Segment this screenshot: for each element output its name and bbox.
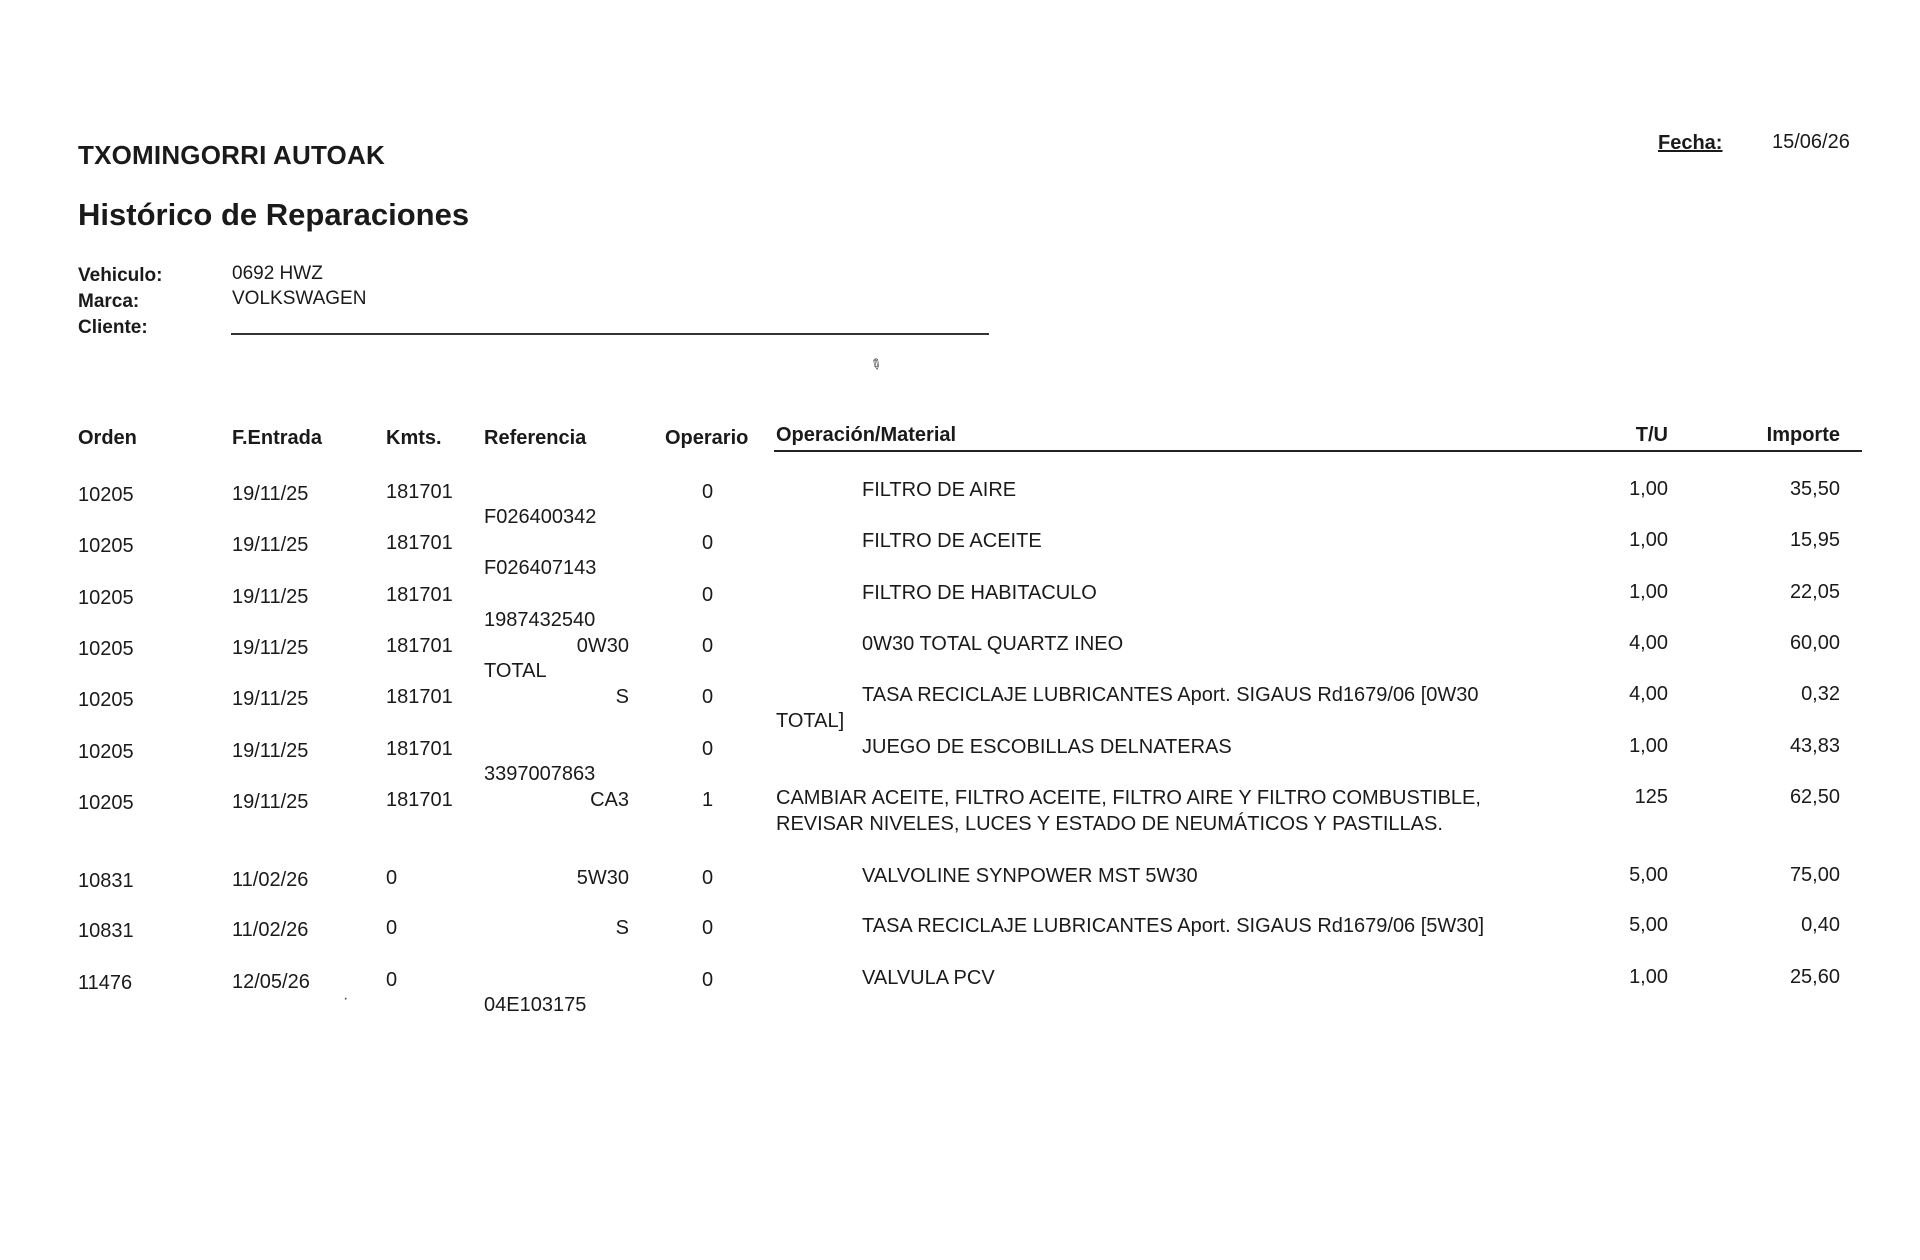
cell-orden: 10205 xyxy=(78,741,134,763)
cell-kmts: 0 xyxy=(386,867,398,889)
col-operacion: Operación/Material xyxy=(776,424,957,446)
cell-tu: 1,00 xyxy=(1629,735,1668,757)
col-tu: T/U xyxy=(1635,424,1668,446)
cell-importe: 43,83 xyxy=(1789,735,1840,757)
cell-fentrada: 12/05/26 xyxy=(232,971,310,993)
cell-tu: 5,00 xyxy=(1629,864,1668,886)
cell-op-1: VALVOLINE SYNPOWER MST 5W30 xyxy=(862,865,1198,887)
cell-op-1: 0W30 TOTAL QUARTZ INEO xyxy=(862,633,1124,655)
cell-importe: 35,50 xyxy=(1789,478,1840,500)
cell-importe: 15,95 xyxy=(1789,529,1840,551)
cell-fentrada: 19/11/25 xyxy=(232,637,309,659)
cell-orden: 10205 xyxy=(78,792,134,814)
cell-orden: 10831 xyxy=(78,870,134,892)
cell-ref-2: TOTAL xyxy=(484,660,547,682)
cell-ref-2: F026400342 xyxy=(484,506,597,528)
col-operario: Operario xyxy=(665,427,749,449)
cell-operario: 0 xyxy=(701,686,714,708)
page-title: Histórico de Reparaciones xyxy=(78,197,470,232)
cell-op-1: FILTRO DE AIRE xyxy=(862,479,1017,501)
date-value: 15/06/26 xyxy=(1772,131,1850,153)
cell-kmts: 181701 xyxy=(386,635,453,657)
cell-importe: 22,05 xyxy=(1789,581,1840,603)
cell-op-1: FILTRO DE HABITACULO xyxy=(862,582,1097,604)
cell-op-1: TASA RECICLAJE LUBRICANTES Aport. SIGAUS Rd1679/06 [0W30 xyxy=(862,684,1479,706)
cell-importe: 75,00 xyxy=(1789,864,1840,886)
cell-importe: 62,50 xyxy=(1789,786,1840,808)
cell-ref-1: CA3 xyxy=(590,789,629,811)
col-importe: Importe xyxy=(1766,424,1840,446)
cell-operario: 0 xyxy=(701,532,714,554)
col-fentrada: F.Entrada xyxy=(232,427,323,449)
vehicle-label: Vehiculo: xyxy=(78,265,163,286)
cell-kmts: 0 xyxy=(386,917,398,939)
cell-operario: 0 xyxy=(701,635,714,657)
cell-op-2: REVISAR NIVELES, LUCES Y ESTADO DE NEUMÁTICOS Y PASTILLAS. xyxy=(776,813,1443,835)
cell-tu: 4,00 xyxy=(1629,632,1668,654)
cell-op-2: TOTAL] xyxy=(776,710,845,732)
cell-kmts: 181701 xyxy=(386,789,453,811)
client-underline xyxy=(231,333,989,335)
cell-importe: 0,32 xyxy=(1801,683,1840,705)
date-label: Fecha: xyxy=(1658,132,1723,154)
cell-tu: 5,00 xyxy=(1629,914,1668,936)
cell-orden: 11476 xyxy=(78,972,133,994)
cell-kmts: 181701 xyxy=(386,532,453,554)
cell-operario: 0 xyxy=(701,584,714,606)
cell-kmts: 181701 xyxy=(386,686,453,708)
cell-operario: 0 xyxy=(701,917,714,939)
cell-fentrada: 11/02/26 xyxy=(232,869,309,891)
cell-fentrada: 19/11/25 xyxy=(232,791,309,813)
cell-kmts: 181701 xyxy=(386,584,453,606)
cell-ref-1: S xyxy=(615,686,629,708)
cell-ref-1: S xyxy=(615,917,629,939)
cell-operario: 1 xyxy=(701,789,714,811)
brand-label: Marca: xyxy=(78,291,140,312)
cell-orden: 10831 xyxy=(78,920,134,942)
col-kmts: Kmts. xyxy=(386,427,442,449)
cell-kmts: 0 xyxy=(386,969,398,991)
brand-value: VOLKSWAGEN xyxy=(232,288,367,309)
cell-orden: 10205 xyxy=(78,535,134,557)
company-name: TXOMINGORRI AUTOAK xyxy=(78,140,385,170)
cell-operario: 0 xyxy=(701,969,714,991)
cell-ref-2: 04E103175 xyxy=(484,994,587,1016)
client-label: Cliente: xyxy=(78,317,148,338)
cell-tu: 125 xyxy=(1634,786,1668,808)
cell-op-1: TASA RECICLAJE LUBRICANTES Aport. SIGAUS Rd1679/06 [5W30] xyxy=(862,915,1485,937)
cell-ref-2: F026407143 xyxy=(484,557,597,579)
cell-ref-2: 1987432540 xyxy=(484,609,596,631)
cell-importe: 60,00 xyxy=(1789,632,1840,654)
cell-fentrada: 19/11/25 xyxy=(232,586,309,608)
cell-op-1: CAMBIAR ACEITE, FILTRO ACEITE, FILTRO AIRE Y FILTRO COMBUSTIBLE, xyxy=(776,787,1481,809)
cell-fentrada: 19/11/25 xyxy=(232,740,309,762)
cell-tu: 1,00 xyxy=(1629,529,1668,551)
cell-kmts: 181701 xyxy=(386,481,453,503)
cell-importe: 25,60 xyxy=(1789,966,1840,988)
cell-fentrada: 19/11/25 xyxy=(232,534,309,556)
cell-operario: 0 xyxy=(701,481,714,503)
cell-kmts: 181701 xyxy=(386,738,453,760)
cell-operario: 0 xyxy=(701,867,714,889)
stray-dot: · xyxy=(343,990,349,1007)
cell-tu: 1,00 xyxy=(1629,581,1668,603)
cell-op-1: FILTRO DE ACEITE xyxy=(862,530,1042,552)
cell-op-1: VALVULA PCV xyxy=(862,967,995,989)
cell-orden: 10205 xyxy=(78,638,134,660)
cell-orden: 10205 xyxy=(78,484,134,506)
cell-fentrada: 11/02/26 xyxy=(232,919,309,941)
cell-orden: 10205 xyxy=(78,689,134,711)
pen-mark: ✎ xyxy=(866,354,886,375)
cell-fentrada: 19/11/25 xyxy=(232,483,309,505)
col-referencia: Referencia xyxy=(484,427,587,449)
cell-ref-1: 0W30 xyxy=(576,635,629,657)
cell-importe: 0,40 xyxy=(1801,914,1840,936)
header-underline xyxy=(774,450,1862,452)
cell-orden: 10205 xyxy=(78,587,134,609)
vehicle-value: 0692 HWZ xyxy=(232,263,323,284)
cell-ref-1: 5W30 xyxy=(576,867,629,889)
cell-tu: 1,00 xyxy=(1629,966,1668,988)
cell-ref-2: 3397007863 xyxy=(484,763,596,785)
cell-operario: 0 xyxy=(701,738,714,760)
cell-op-1: JUEGO DE ESCOBILLAS DELNATERAS xyxy=(862,736,1232,758)
cell-tu: 4,00 xyxy=(1629,683,1668,705)
cell-fentrada: 19/11/25 xyxy=(232,688,309,710)
col-orden: Orden xyxy=(78,427,137,449)
cell-tu: 1,00 xyxy=(1629,478,1668,500)
